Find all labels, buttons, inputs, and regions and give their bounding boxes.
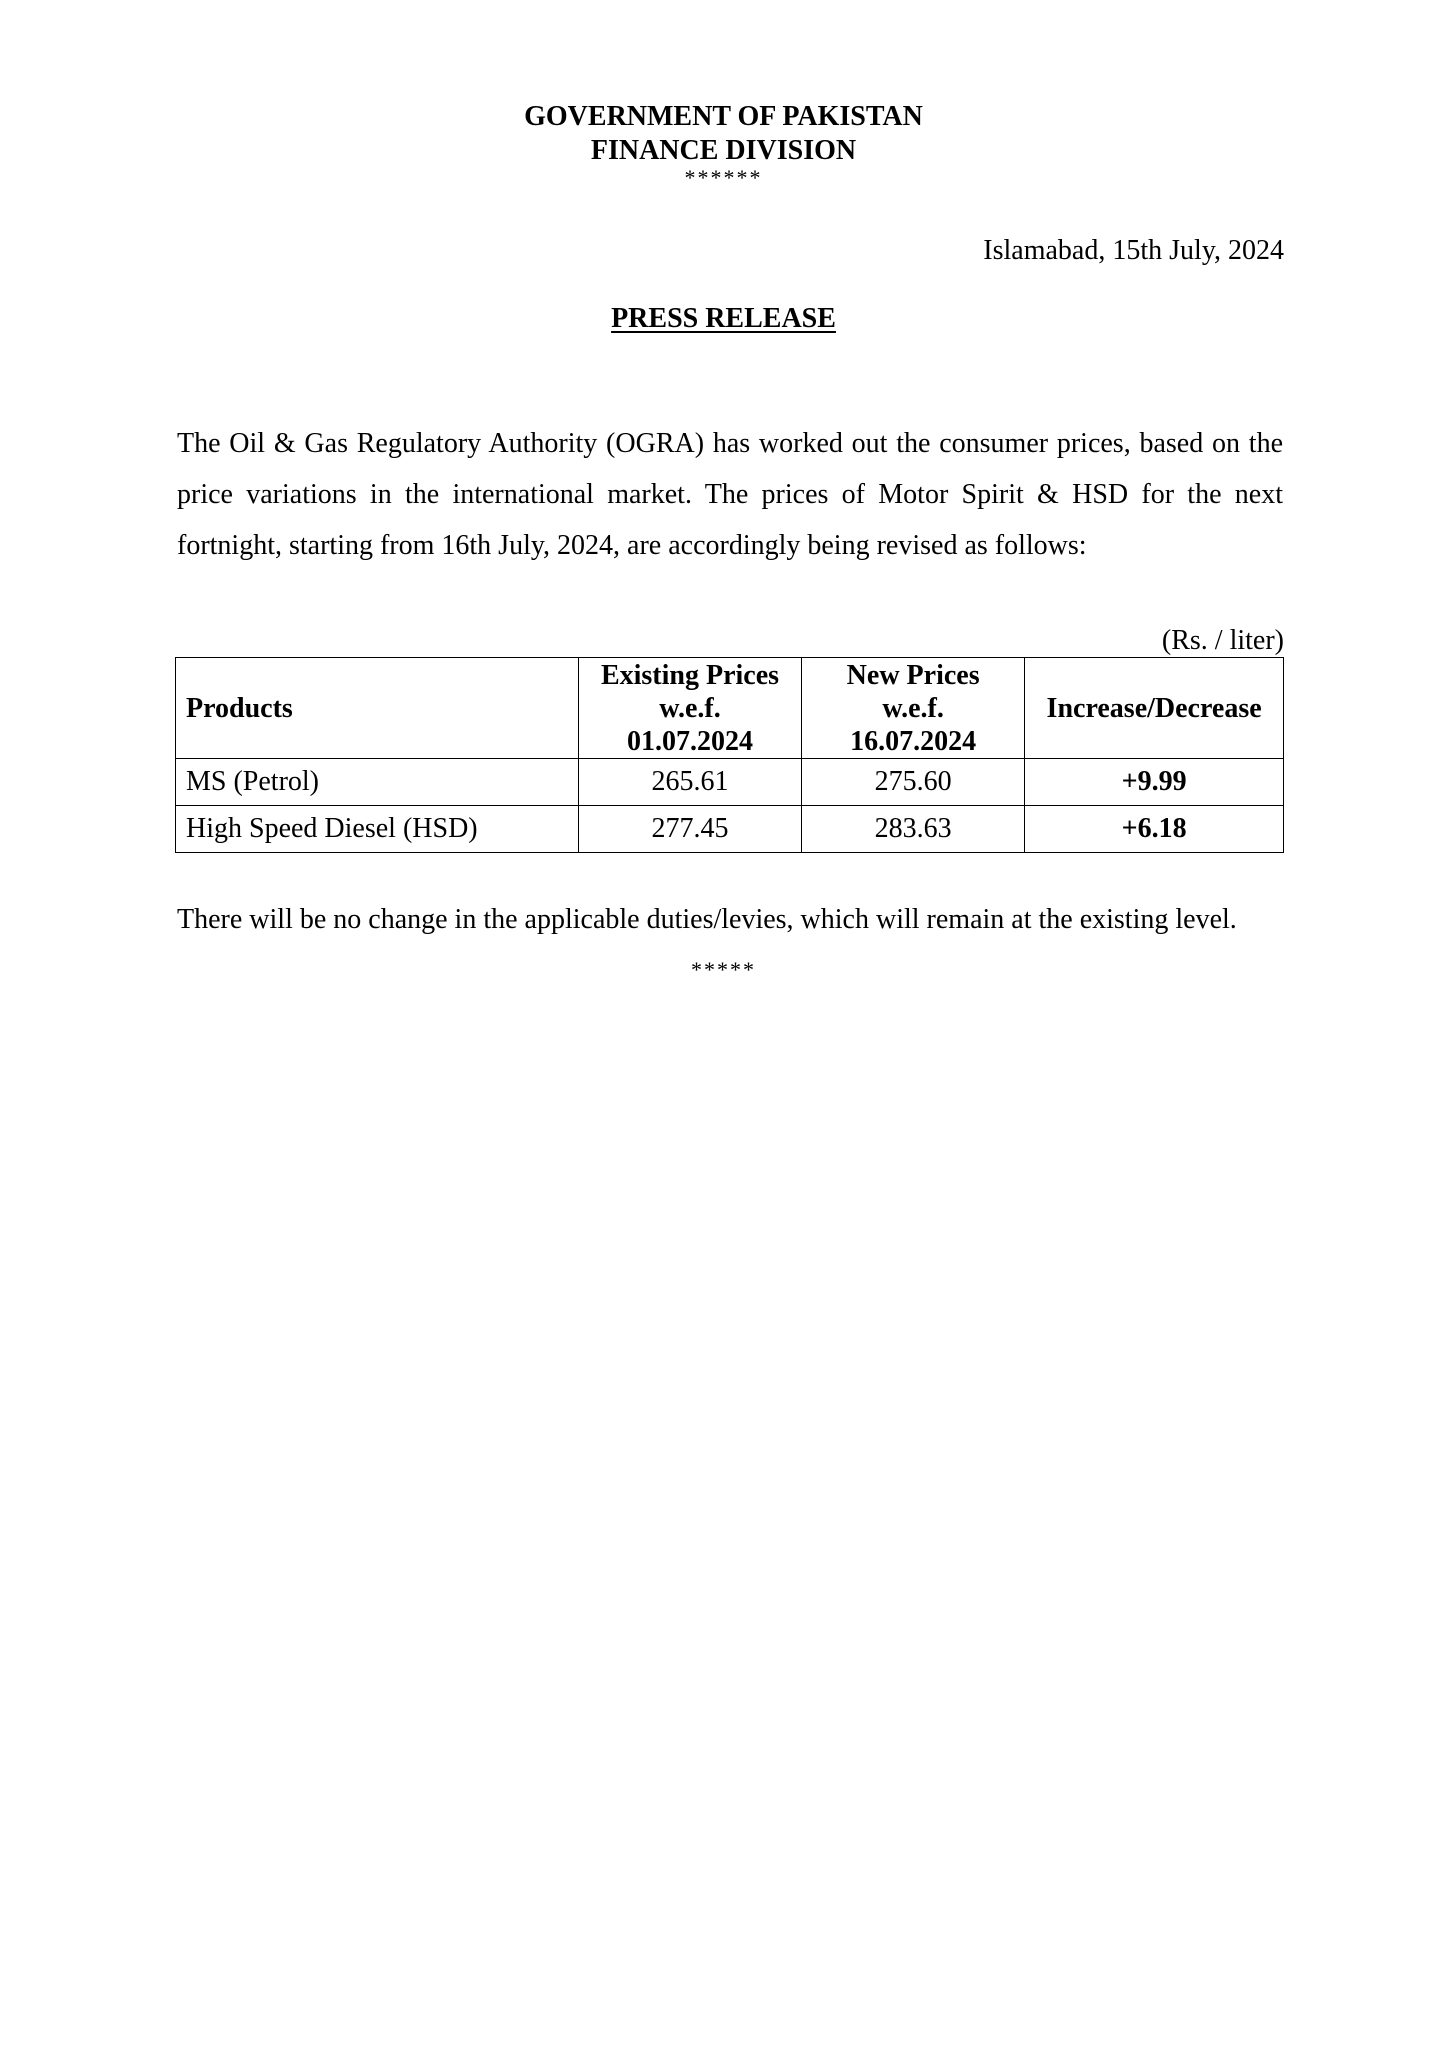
header-existing-line3: 01.07.2024	[627, 725, 753, 757]
cell-existing-price: 277.45	[578, 806, 801, 853]
header-new-line3: 16.07.2024	[850, 725, 977, 757]
cell-change: +9.99	[1025, 759, 1284, 806]
header-increase-decrease	[1025, 658, 1284, 759]
cell-existing-price: 265.61	[578, 759, 801, 806]
footer-stars: *****	[691, 957, 756, 982]
header-new-prices	[802, 658, 1025, 759]
table-unit: (Rs. / liter)	[1161, 625, 1284, 656]
header-products	[176, 658, 579, 759]
cell-new-price: 283.63	[802, 806, 1025, 853]
header-products-label: Products	[186, 692, 293, 724]
header-change-label: Increase/Decrease	[1046, 692, 1262, 724]
header-new-line2: w.e.f.	[882, 692, 944, 724]
header-existing-prices	[578, 658, 801, 759]
header-stars: ******	[684, 165, 763, 190]
body-paragraph: The Oil & Gas Regulatory Authority (OGRA) has worked out the consumer prices, based on the price variations in the international market. The prices of Motor Spirit & HSD for the next fortnight, starting from 16th July, 2024, are accordingly being revised as follows:	[177, 428, 1283, 561]
press-release-title-text: PRESS RELEASE	[611, 303, 836, 334]
cell-new-price: 275.60	[802, 759, 1025, 806]
table-row	[176, 759, 1284, 806]
header-existing-line1: Existing Prices	[600, 659, 780, 691]
dateline: Islamabad, 15th July, 2024	[983, 235, 1284, 266]
table-header-row	[176, 658, 1284, 759]
header-new-line1: New Prices	[846, 659, 980, 691]
price-table	[175, 657, 1284, 853]
header-division: FINANCE DIVISION	[590, 135, 857, 166]
cell-product: High Speed Diesel (HSD)	[176, 806, 579, 853]
table-row	[176, 806, 1284, 853]
press-release-title	[0, 302, 1447, 336]
footer-note: There will be no change in the applicable duties/levies, which will remain at the existing level.	[177, 904, 1237, 935]
cell-product: MS (Petrol)	[176, 759, 579, 806]
header-existing-line2: w.e.f.	[659, 692, 721, 724]
header-government: GOVERNMENT OF PAKISTAN	[524, 101, 923, 132]
cell-change: +6.18	[1025, 806, 1284, 853]
